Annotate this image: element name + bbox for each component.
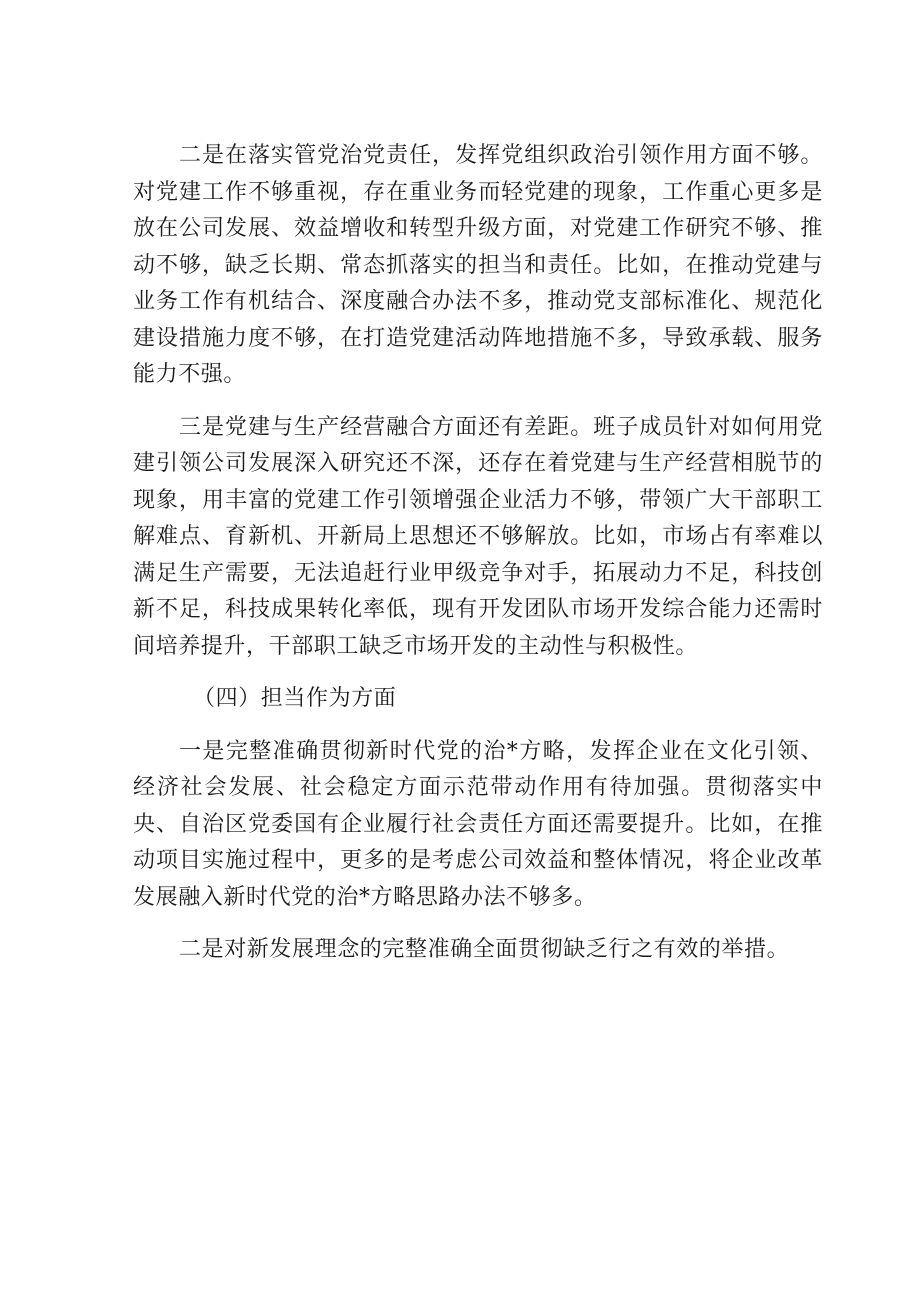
paragraph-strategy: 一是完整准确贯彻新时代党的治*方略，发挥企业在文化引领、经济社会发展、社会稳定方面示范带动作用有待加强。贯彻落实中央、自治区党委国有企业履行社会责任方面还需要提升。比如，在推动项目实施过程中，更多的是考虑公司效益和整体情况，将企业改革发展融入新时代党的治*方略思路办法不够多。	[133, 738, 823, 910]
paragraph-integration: 三是党建与生产经营融合方面还有差距。班子成员针对如何用党建引领公司发展深入研究还不深，还存在着党建与生产经营相脱节的现象，用丰富的党建工作引领增强企业活力不够，带领广大干部职工解难点、育新机、开新局上思想还不够解放。比如，市场占有率难以满足生产需要，无法追赶行业甲级竞争对手，拓展动力不足，科技创新不足，科技成果转化率低，现有开发团队市场开发综合能力还需时间培养提升，干部职工缺乏市场开发的主动性与积极性。	[133, 414, 823, 659]
paragraph-responsibility: 二是在落实管党治党责任，发挥党组织政治引领作用方面不够。对党建工作不够重视，存在重业务而轻党建的现象，工作重心更多是放在公司发展、效益增收和转型升级方面，对党建工作研究不够、推动不够，缺乏长期、常态抓落实的担当和责任。比如，在推动党建与业务工作有机结合、深度融合办法不多，推动党支部标准化、规范化建设措施力度不够，在打造党建活动阵地措施不多，导致承载、服务能力不强。	[133, 143, 823, 387]
section-heading: （四）担当作为方面	[193, 686, 397, 711]
paragraph-development-concept: 二是对新发展理念的完整准确全面贯彻缺乏行之有效的举措。	[179, 937, 790, 962]
document-body	[133, 138, 823, 985]
